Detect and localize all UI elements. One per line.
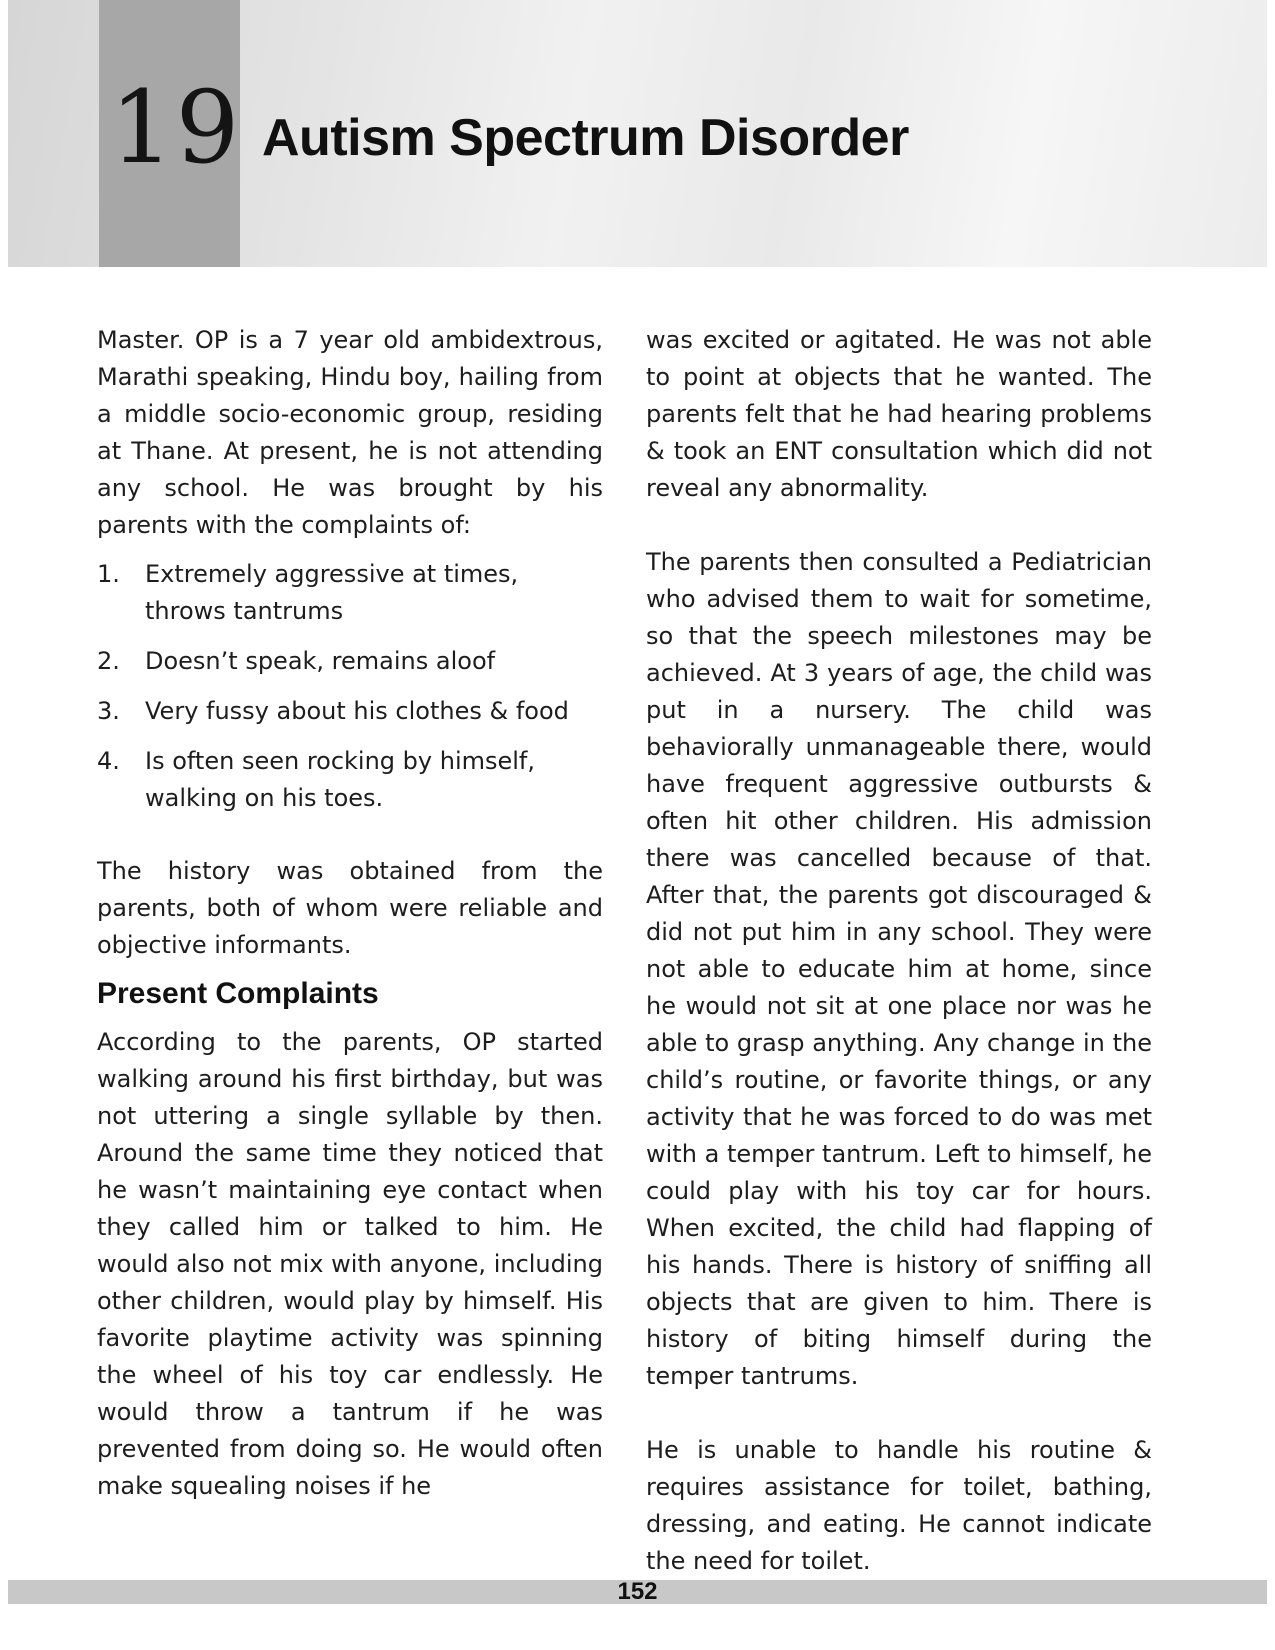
intro-paragraph: Master. OP is a 7 year old ambidextrous, Marathi speaking, Hindu boy, hailing from a middle socio-economic group, residing at Thane. At present, he is not attending any school. He was brought by his parents with the complaints of: <box>97 326 603 539</box>
list-item <box>97 643 603 680</box>
present-complaints-paragraph: According to the parents, OP started walking around his first birthday, but was not uttering a single syllable by then. Around the same time they noticed that he wasn’t maintaining eye contact when they called him or talked to him. He would also not mix with anyone, including other children, would play by himself. His favorite playtime activity was spinning the wheel of his toy car endlessly. He would throw a tantrum if he was prevented from doing so. He would often make squealing noises if he <box>97 1028 603 1500</box>
list-item-text: Is often seen rocking by himself, walking on his toes. <box>145 747 536 812</box>
list-item <box>97 693 603 730</box>
list-item-number: 1. <box>97 560 120 588</box>
history-paragraph: The history was obtained from the parents, both of whom were reliable and objective informants. <box>97 857 603 959</box>
chapter-number: 19 <box>110 69 242 186</box>
complaints-list <box>97 556 603 817</box>
list-item-number: 2. <box>97 647 120 675</box>
list-item <box>97 556 603 630</box>
left-column <box>97 322 603 1542</box>
section-heading: Present Complaints <box>97 977 379 1010</box>
body-paragraph: was excited or agitated. He was not able to point at objects that he wanted. The parents felt that he had hearing problems & took an ENT consultation which did not reveal any abnormality. <box>646 326 1152 502</box>
right-column <box>646 322 1152 1617</box>
list-item-text: Doesn’t speak, remains aloof <box>145 647 496 675</box>
list-item-number: 4. <box>97 747 120 775</box>
list-item <box>97 743 603 817</box>
list-item-text: Extremely aggressive at times, throws tantrums <box>145 560 519 625</box>
body-paragraph: He is unable to handle his routine & requires assistance for toilet, bathing, dressing, and eating. He cannot indicate the need for toilet. <box>646 1436 1152 1575</box>
chapter-title: Autism Spectrum Disorder <box>262 109 909 167</box>
list-item-number: 3. <box>97 697 120 725</box>
page-number: 152 <box>617 1578 658 1605</box>
body-paragraph: The parents then consulted a Pediatrician who advised them to wait for sometime, so that the speech milestones may be achieved. At 3 years of age, the child was put in a nursery. The child was behaviorally unmanageable there, would have frequent aggressive outbursts & often hit other children. His admission there was cancelled because of that. After that, the parents got discouraged & did not put him in any school. They were not able to educate him at home, since he would not sit at one place nor was he able to grasp anything. Any change in the child’s routine, or favorite things, or any activity that he was forced to do was met with a temper tantrum. Left to himself, he could play with his toy car for hours. When excited, the child had flapping of his hands. There is history of sniffing all objects that are given to him. There is history of biting himself during the temper tantrums. <box>646 548 1152 1390</box>
list-item-text: Very fussy about his clothes & food <box>145 697 569 725</box>
